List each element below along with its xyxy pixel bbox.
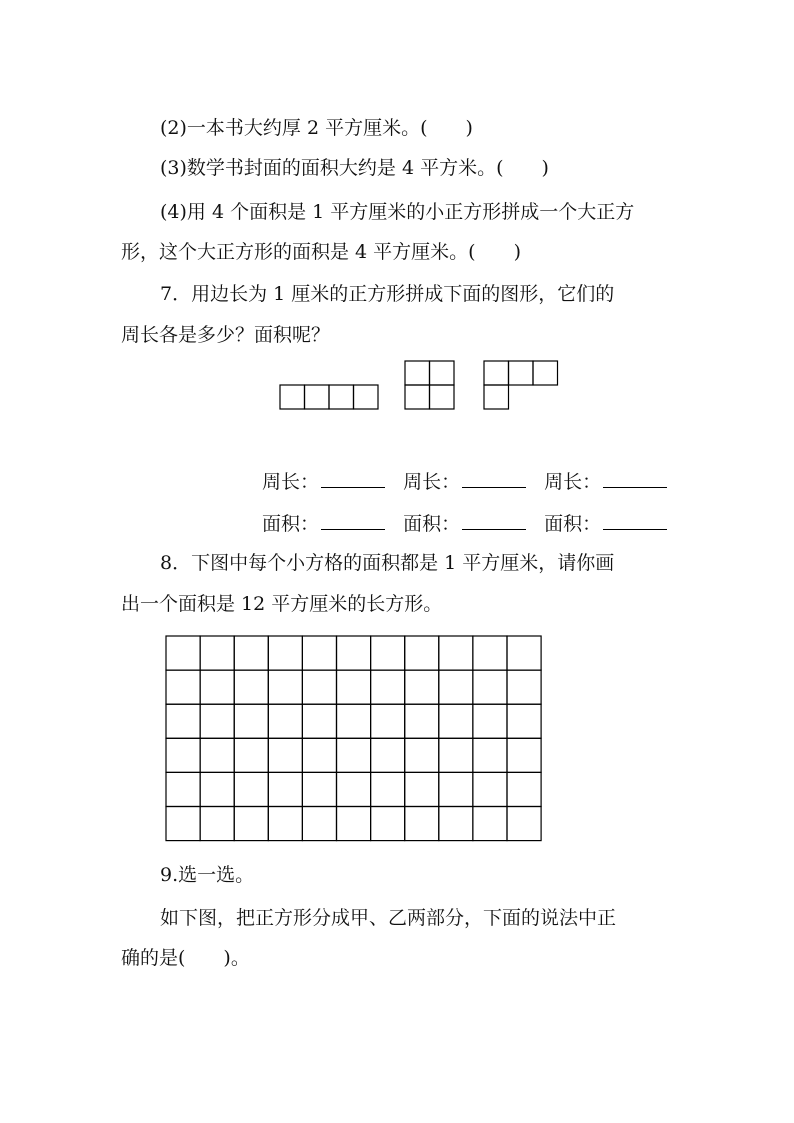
unit-square xyxy=(405,361,430,385)
unit-square xyxy=(405,385,430,409)
area-blank-2[interactable] xyxy=(462,511,526,530)
question-6-4-line2: 形，这个大正方形的面积是 4 平方厘米。( ) xyxy=(121,241,521,263)
question-9-line2: 确的是( )。 xyxy=(121,947,250,969)
grid-cell[interactable] xyxy=(439,636,473,670)
question-8-line1: 8．下图中每个小方格的面积都是 1 平方厘米，请你画 xyxy=(160,552,615,574)
grid-cell[interactable] xyxy=(371,772,405,806)
perimeter-row xyxy=(262,469,679,494)
grid-cell[interactable] xyxy=(439,807,473,841)
grid-cell[interactable] xyxy=(371,704,405,738)
grid-cell[interactable] xyxy=(439,738,473,772)
grid-cell[interactable] xyxy=(268,738,302,772)
grid-cell[interactable] xyxy=(200,704,234,738)
grid-cell[interactable] xyxy=(405,704,439,738)
question-7-line1: 7．用边长为 1 厘米的正方形拼成下面的图形，它们的 xyxy=(160,283,615,305)
grid-cell[interactable] xyxy=(166,807,200,841)
unit-square xyxy=(484,361,509,385)
unit-square xyxy=(329,385,354,409)
shape-two-by-two xyxy=(405,361,454,409)
grid-cell[interactable] xyxy=(337,704,371,738)
grid-cell[interactable] xyxy=(234,670,268,704)
grid-cell[interactable] xyxy=(473,636,507,670)
perimeter-label-1: 周长： xyxy=(262,471,320,493)
question-6-3: (3)数学书封面的面积大约是 4 平方米。( ) xyxy=(160,157,549,179)
grid-cell[interactable] xyxy=(439,772,473,806)
perimeter-label-3: 周长： xyxy=(544,471,602,493)
grid-cell[interactable] xyxy=(200,636,234,670)
unit-square xyxy=(280,385,305,409)
grid-cell[interactable] xyxy=(234,704,268,738)
question-9-title: 9.选一选。 xyxy=(160,864,255,886)
area-label-1: 面积： xyxy=(262,513,320,535)
grid-cell[interactable] xyxy=(234,772,268,806)
unit-square xyxy=(484,385,509,409)
grid-cell[interactable] xyxy=(200,670,234,704)
area-blank-3[interactable] xyxy=(603,511,667,530)
perimeter-blank-2[interactable] xyxy=(462,469,526,488)
grid-cell[interactable] xyxy=(473,670,507,704)
unit-square xyxy=(533,361,558,385)
question-6-4-line1: (4)用 4 个面积是 1 平方厘米的小正方形拼成一个大正方 xyxy=(160,201,635,223)
grid-cell[interactable] xyxy=(337,636,371,670)
question-8-line2: 出一个面积是 12 平方厘米的长方形。 xyxy=(121,593,443,615)
grid-cell[interactable] xyxy=(166,704,200,738)
grid-cell[interactable] xyxy=(405,670,439,704)
grid-cell[interactable] xyxy=(507,636,541,670)
grid-cell[interactable] xyxy=(337,807,371,841)
grid-cell[interactable] xyxy=(371,738,405,772)
grid-cell[interactable] xyxy=(371,636,405,670)
question-7-line2: 周长各是多少？面积呢？ xyxy=(121,324,331,346)
grid-cell[interactable] xyxy=(507,704,541,738)
square-grid xyxy=(166,636,541,841)
grid-cell[interactable] xyxy=(200,772,234,806)
grid-cell[interactable] xyxy=(268,670,302,704)
grid-cell[interactable] xyxy=(473,807,507,841)
grid-cell[interactable] xyxy=(200,807,234,841)
grid-cell[interactable] xyxy=(166,636,200,670)
grid-cell[interactable] xyxy=(302,772,336,806)
grid-cell[interactable] xyxy=(234,807,268,841)
grid-cell[interactable] xyxy=(371,670,405,704)
grid-cell[interactable] xyxy=(166,772,200,806)
grid-cell[interactable] xyxy=(268,772,302,806)
grid-cell[interactable] xyxy=(302,738,336,772)
grid-cell[interactable] xyxy=(302,704,336,738)
question-9-line1: 如下图，把正方形分成甲、乙两部分，下面的说法中正 xyxy=(160,907,617,929)
area-label-3: 面积： xyxy=(544,513,602,535)
grid-cell[interactable] xyxy=(268,636,302,670)
grid-cell[interactable] xyxy=(234,738,268,772)
question-6-2: (2)一本书大约厚 2 平方厘米。( ) xyxy=(160,117,473,139)
grid-cell[interactable] xyxy=(507,738,541,772)
grid-cell[interactable] xyxy=(302,636,336,670)
grid-cell[interactable] xyxy=(507,670,541,704)
unit-square xyxy=(430,361,455,385)
grid-cell[interactable] xyxy=(200,738,234,772)
unit-square xyxy=(430,385,455,409)
grid-cell[interactable] xyxy=(439,670,473,704)
unit-square xyxy=(305,385,330,409)
shape-row-of-four xyxy=(280,385,378,409)
perimeter-blank-1[interactable] xyxy=(321,469,385,488)
grid-cell[interactable] xyxy=(507,772,541,806)
perimeter-label-2: 周长： xyxy=(403,471,461,493)
unit-square xyxy=(509,361,534,385)
grid-cell[interactable] xyxy=(371,807,405,841)
area-blank-1[interactable] xyxy=(321,511,385,530)
grid-cell[interactable] xyxy=(473,704,507,738)
grid-cell[interactable] xyxy=(166,738,200,772)
grid-cell[interactable] xyxy=(405,807,439,841)
unit-square xyxy=(354,385,379,409)
grid-cell[interactable] xyxy=(507,807,541,841)
area-row xyxy=(262,511,679,536)
grid-cell[interactable] xyxy=(405,636,439,670)
grid-cell[interactable] xyxy=(234,636,268,670)
grid-cell[interactable] xyxy=(405,738,439,772)
grid-cell[interactable] xyxy=(268,807,302,841)
grid-cell[interactable] xyxy=(268,704,302,738)
grid-cell[interactable] xyxy=(473,738,507,772)
grid-cell[interactable] xyxy=(166,670,200,704)
perimeter-blank-3[interactable] xyxy=(603,469,667,488)
grid-cell[interactable] xyxy=(302,807,336,841)
grid-cell[interactable] xyxy=(405,772,439,806)
grid-cell[interactable] xyxy=(302,670,336,704)
grid-cell[interactable] xyxy=(337,772,371,806)
grid-cell[interactable] xyxy=(337,738,371,772)
grid-cell[interactable] xyxy=(439,704,473,738)
shape-l-tetromino xyxy=(484,361,558,409)
grid-cell[interactable] xyxy=(337,670,371,704)
grid-cell[interactable] xyxy=(473,772,507,806)
area-label-2: 面积： xyxy=(403,513,461,535)
